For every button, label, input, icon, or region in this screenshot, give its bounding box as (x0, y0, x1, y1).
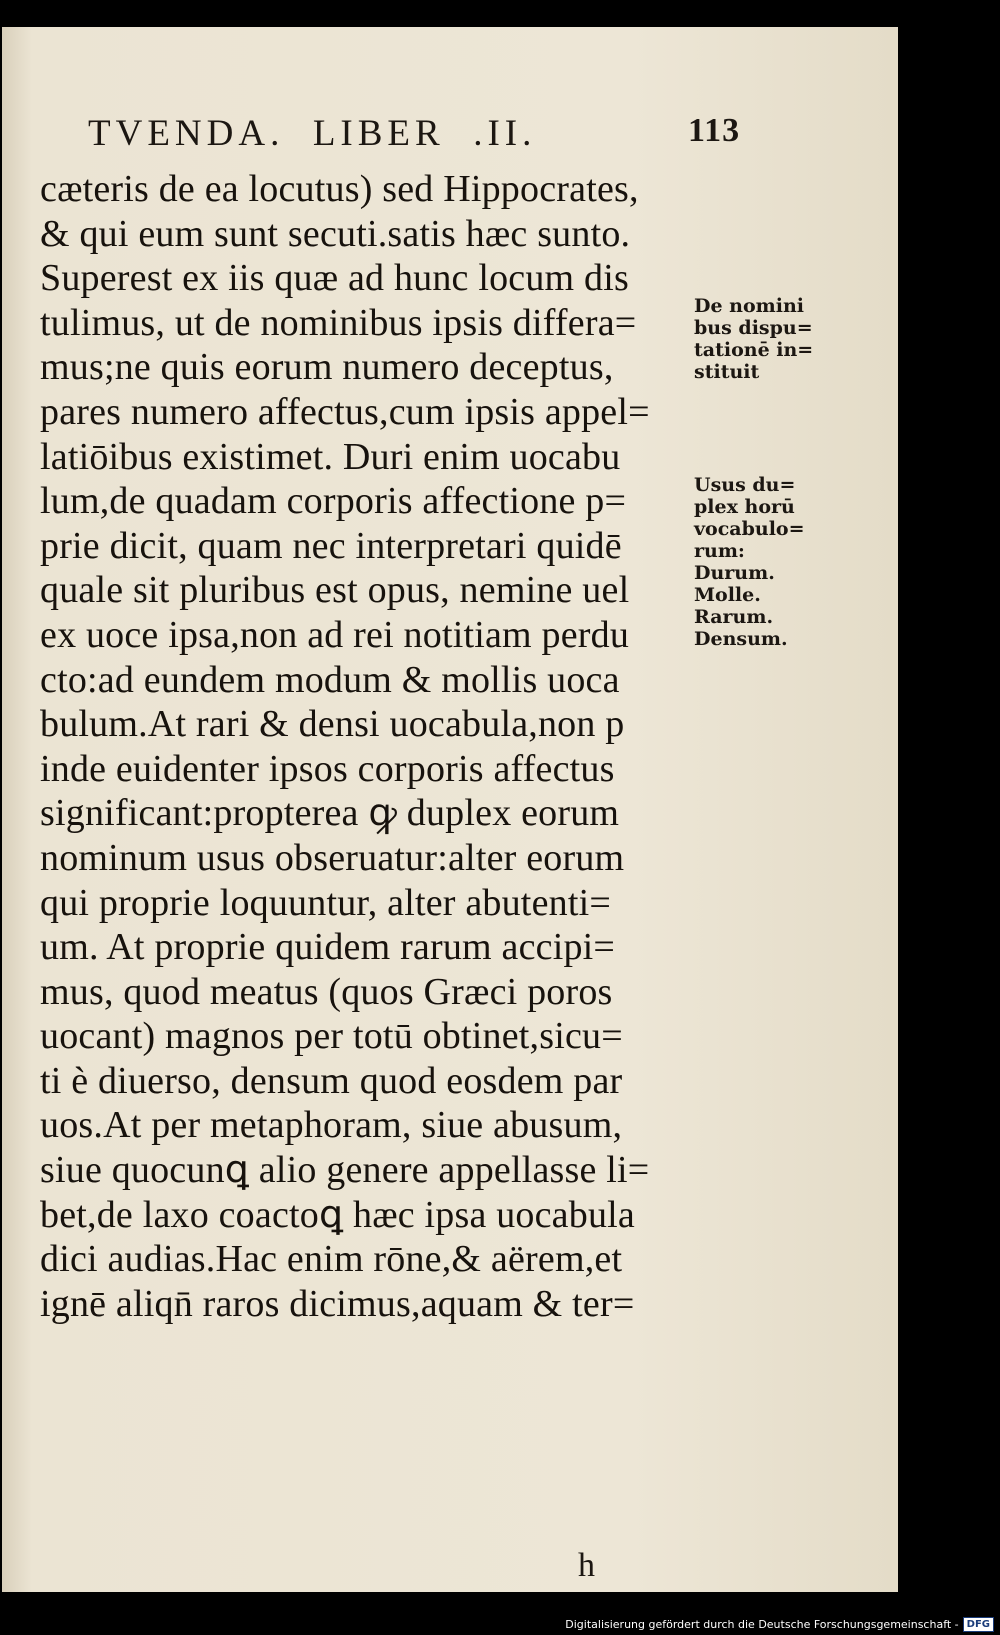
text-line: prie dicit, quam nec interpretari quidē (40, 524, 622, 567)
margin-note-line: tationē in= (694, 339, 814, 361)
text-line: ex uoce ipsa,non ad rei notitiam perdu (40, 613, 630, 656)
text-line: quale sit pluribus est opus, nemine uel (40, 569, 630, 612)
credit-text: Digitalisierung gefördert durch die Deutsche Forschungsgemeinschaft - (565, 1617, 959, 1631)
running-title: TVENDA. LIBER .II. (88, 113, 537, 154)
text-line: tulimus, ut de nominibus ipsis differa= (40, 301, 637, 344)
text-line: significant:propterea ꝙ duplex eorum (40, 792, 620, 835)
margin-note-line: Molle. (694, 584, 761, 606)
margin-note-usus (694, 474, 805, 650)
margin-note-line: Rarum. (694, 606, 774, 628)
margin-note-line: De nomini (694, 295, 805, 317)
text-line: qui proprie loquuntur, alter abutenti= (40, 881, 611, 924)
page-header (88, 112, 748, 162)
margin-note-nominibus (694, 295, 813, 383)
digitization-credit (565, 1614, 994, 1634)
text-line: Superest ex iis quæ ad hunc locum dis (40, 257, 629, 300)
text-line: lum,de quadam corporis affectione p= (40, 480, 627, 523)
text-line: siue quocunꝗ alio genere appellasse li= (40, 1149, 650, 1192)
text-line: mus, quod meatus (quos Græci poros (40, 970, 613, 1013)
margin-note-line: stituit (694, 361, 760, 383)
text-line: bulum.At rari & densi uocabula,non p (40, 703, 625, 746)
text-line: latiōibus existimet. Duri enim uocabu (40, 435, 621, 478)
margin-note-line: rum: (694, 540, 745, 562)
text-line: bet,de laxo coactoꝗ hæc ipsa uocabula (40, 1193, 635, 1236)
margin-note-line: plex horū (694, 496, 795, 518)
margin-note-line: bus dispu= (694, 317, 813, 339)
text-line: uos.At per metaphoram, siue abusum, (40, 1104, 623, 1147)
text-line: cto:ad eundem modum & mollis uoca (40, 658, 620, 701)
margin-note-line: Usus du= (694, 474, 796, 496)
text-line: ignē aliqn̄ raros dicimus,aquam & ter= (40, 1282, 635, 1325)
page-number: 113 (688, 112, 741, 149)
text-line: nominum usus obseruatur:alter eorum (40, 836, 625, 879)
text-line: pares numero affectus,cum ipsis appel= (40, 390, 650, 433)
text-line: ti è diuerso, densum quod eosdem par (40, 1059, 623, 1102)
dfg-logo: DFG (963, 1617, 994, 1632)
text-line: dici audias.Hac enim rōne,& aërem,et (40, 1238, 623, 1281)
text-line: cæteris de ea locutus) sed Hippocrates, (40, 168, 639, 210)
margin-note-line: Densum. (694, 628, 788, 650)
signature-mark: h (578, 1547, 595, 1584)
text-line: inde euidenter ipsos corporis affectus (40, 747, 615, 790)
margin-note-line: Durum. (694, 562, 775, 584)
text-line: mus;ne quis eorum numero deceptus, (40, 346, 614, 389)
margin-note-line: vocabulo= (694, 518, 805, 540)
book-page (2, 27, 898, 1592)
text-line: & qui eum sunt secuti.satis hæc sunto. (40, 212, 631, 255)
body-text (40, 167, 685, 1326)
text-line: um. At proprie quidem rarum accipi= (40, 926, 616, 969)
text-line: uocant) magnos per totū obtinet,sicu= (40, 1015, 623, 1058)
